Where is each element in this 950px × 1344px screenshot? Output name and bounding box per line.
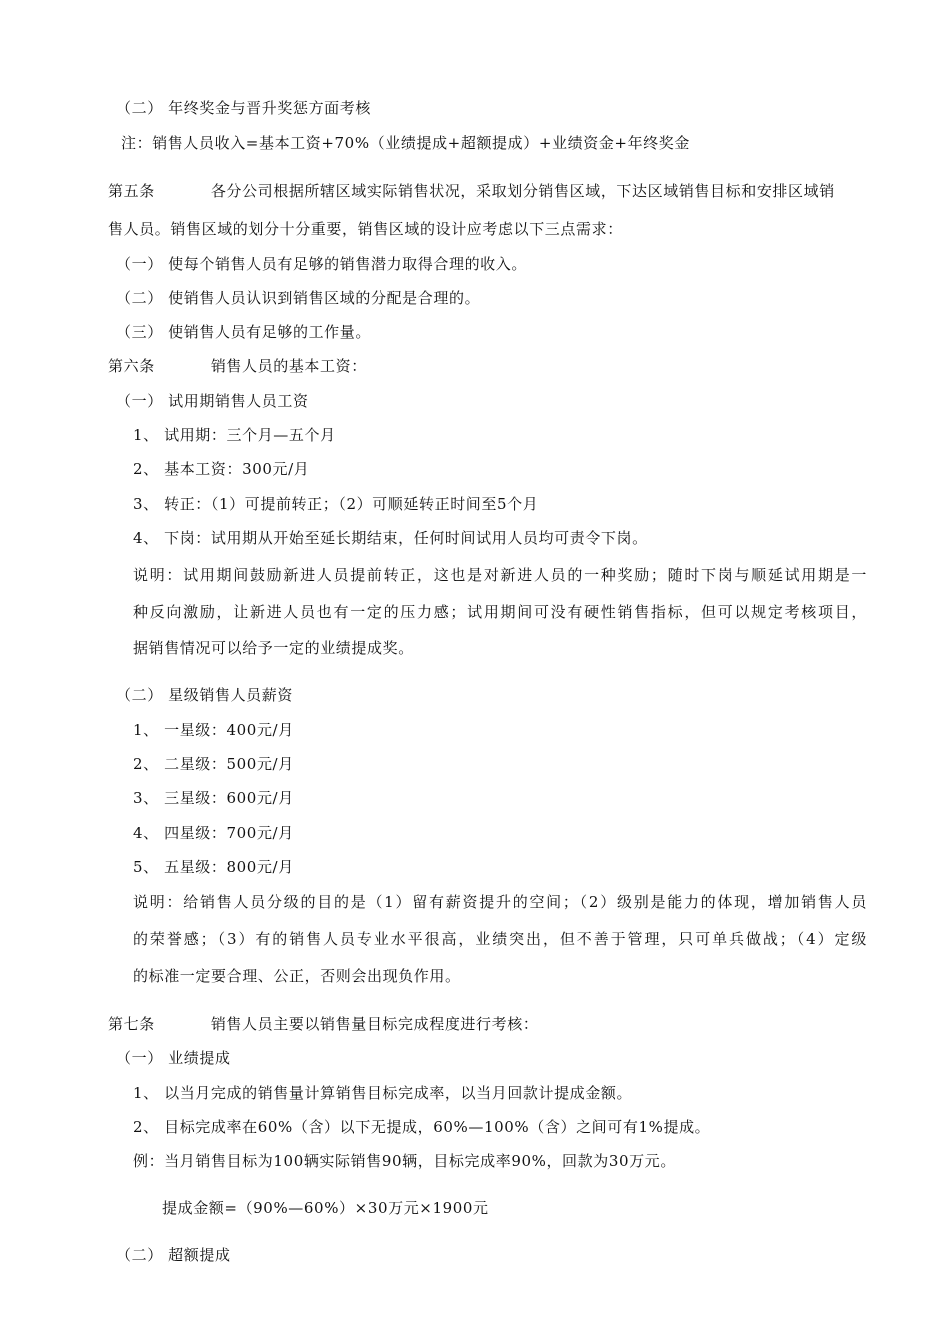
list-item: 4、 下岗：试用期从开始至延长期结束，任何时间试用人员均可责令下岗。	[133, 529, 648, 547]
section-heading: （二） 超额提成	[116, 1246, 231, 1264]
paragraph-line: 售人员。销售区域的划分十分重要，销售区域的设计应考虑以下三点需求：	[108, 220, 623, 238]
section-heading: （二） 年终奖金与晋升奖惩方面考核	[116, 99, 371, 117]
list-item: 1、 以当月完成的销售量计算销售目标完成率，以当月回款计提成金额。	[133, 1084, 633, 1102]
explanation-line: 的标准一定要合理、公正，否则会出现负作用。	[133, 967, 461, 985]
list-item: 2、 基本工资：300元/月	[133, 460, 310, 478]
list-item: （一） 使每个销售人员有足够的销售潜力取得合理的收入。	[116, 255, 527, 273]
list-item: 5、 五星级：800元/月	[133, 858, 294, 876]
note-line: 注：销售人员收入=基本工资+70%（业绩提成+超额提成）+业绩资金+年终奖金	[121, 134, 690, 152]
formula-line: 提成金额=（90%—60%）×30万元×1900元	[162, 1199, 489, 1217]
list-item: （三） 使销售人员有足够的工作量。	[116, 323, 371, 341]
article-label: 第六条	[108, 357, 155, 375]
list-item: 3、 三星级：600元/月	[133, 789, 294, 807]
list-item: 1、 一星级：400元/月	[133, 721, 294, 739]
section-heading: （二） 星级销售人员薪资	[116, 686, 293, 704]
explanation-line: 说明：试用期间鼓励新进人员提前转正，这也是对新进人员的一种奖励；随时下岗与顺延试用期是一	[133, 566, 867, 584]
article-label: 第五条	[108, 182, 155, 200]
article-text: 销售人员的基本工资：	[210, 357, 367, 375]
section-heading: （一） 试用期销售人员工资	[116, 392, 309, 410]
list-item: （二） 使销售人员认识到销售区域的分配是合理的。	[116, 289, 481, 307]
article-5-line	[108, 180, 835, 202]
section-heading: （一） 业绩提成	[116, 1049, 231, 1067]
article-text: 销售人员主要以销售量目标完成程度进行考核：	[210, 1015, 539, 1033]
explanation-line: 种反向激励，让新进人员也有一定的压力感；试用期间可没有硬性销售指标，但可以规定考核项目，	[133, 603, 867, 621]
list-item: 2、 目标完成率在60%（含）以下无提成，60%—100%（含）之间可有1%提成。	[133, 1118, 711, 1136]
example-line: 例：当月销售目标为100辆实际销售90辆，目标完成率90%，回款为30万元。	[133, 1152, 676, 1170]
explanation-line: 说明：给销售人员分级的目的是（1）留有薪资提升的空间；（2）级别是能力的体现，增加销售人员	[133, 893, 867, 911]
list-item: 2、 二星级：500元/月	[133, 755, 294, 773]
article-6-line	[108, 355, 367, 377]
explanation-line: 据销售情况可以给予一定的业绩提成奖。	[133, 639, 414, 657]
list-item: 3、 转正：（1）可提前转正；（2）可顺延转正时间至5个月	[133, 495, 539, 513]
article-label: 第七条	[108, 1015, 155, 1033]
article-text: 各分公司根据所辖区域实际销售状况，采取划分销售区域，下达区域销售目标和安排区域销	[210, 182, 835, 200]
list-item: 4、 四星级：700元/月	[133, 824, 294, 842]
list-item: 1、 试用期：三个月—五个月	[133, 426, 336, 444]
explanation-line: 的荣誉感；（3）有的销售人员专业水平很高，业绩突出，但不善于管理，只可单兵做战；（4）定级	[133, 930, 867, 948]
article-7-line	[108, 1013, 538, 1035]
